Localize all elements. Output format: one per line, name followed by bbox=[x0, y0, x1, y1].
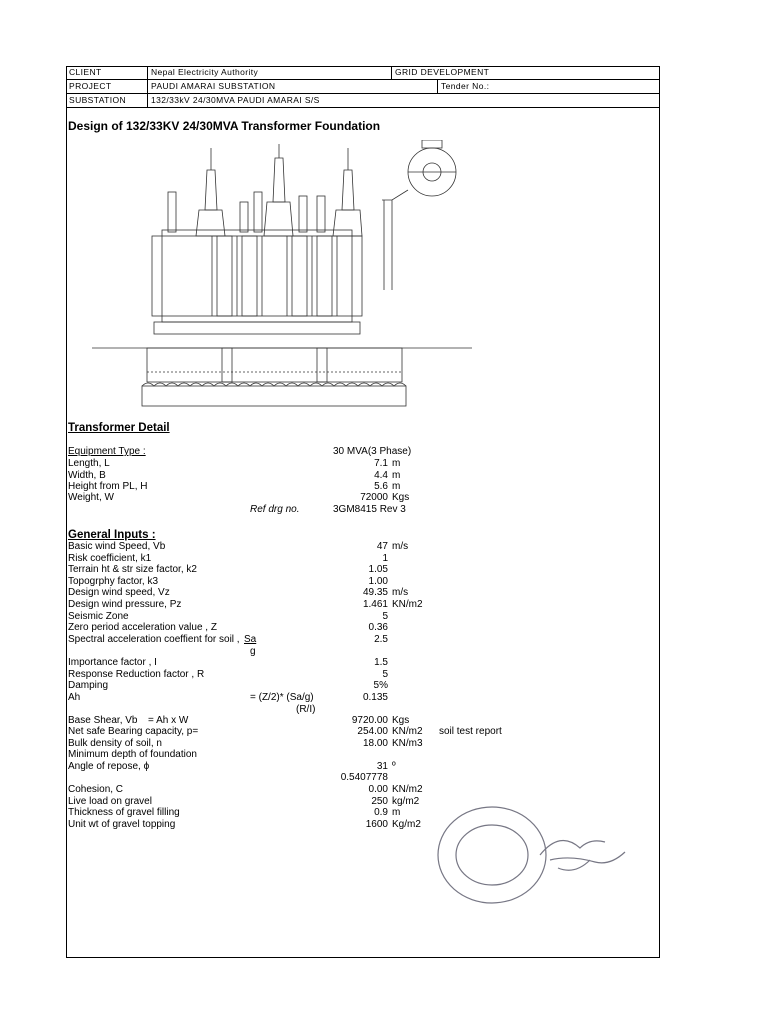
input-label: Design wind pressure, Pz bbox=[68, 599, 182, 610]
input-value: 31 bbox=[376, 760, 388, 772]
header-divider bbox=[147, 66, 148, 108]
base-shear-unit: Kgs bbox=[392, 715, 410, 726]
input-value: 0.36 bbox=[368, 622, 388, 634]
input-label: Damping bbox=[68, 680, 109, 692]
input-label: Cohesion, C bbox=[68, 784, 124, 795]
input-label: Terrain ht & str size factor, k2 bbox=[68, 564, 197, 576]
length-label: Length, L bbox=[68, 458, 110, 469]
input-value: 1600 bbox=[365, 818, 388, 830]
height-unit: m bbox=[392, 481, 401, 492]
soil-test-note: soil test report bbox=[439, 726, 502, 737]
width-value: 4.4 bbox=[374, 470, 388, 481]
input-label: Design wind speed, Vz bbox=[68, 587, 170, 599]
input-unit: m bbox=[392, 807, 401, 819]
transformer-drawing bbox=[92, 140, 472, 412]
header-divider bbox=[391, 66, 392, 80]
tender-no: Tender No.: bbox=[441, 81, 490, 91]
base-shear-label: Base Shear, Vb bbox=[68, 715, 138, 726]
project-label: PROJECT bbox=[69, 81, 112, 91]
input-label: Angle of repose, ϕ bbox=[68, 760, 150, 772]
ah-formula-text: = (Z/2)* (Sa/g) bbox=[250, 692, 314, 703]
weight-value: 72000 bbox=[360, 492, 388, 503]
input-value: 1.461 bbox=[362, 599, 388, 610]
input-label: Importance factor , I bbox=[68, 657, 157, 668]
input-label: Response Reduction factor , R bbox=[68, 668, 205, 680]
input-value: 0.00 bbox=[368, 784, 388, 795]
width-label: Width, B bbox=[68, 470, 106, 481]
ref-drawing-value: 3GM8415 Rev 3 bbox=[333, 504, 406, 515]
page-title: Design of 132/33KV 24/30MVA Transformer Foundation bbox=[68, 119, 381, 133]
equipment-type-value: 30 MVA(3 Phase) bbox=[333, 446, 412, 457]
sa-numerator: Sa bbox=[244, 634, 257, 645]
input-value: 5 bbox=[382, 610, 388, 622]
input-unit: KN/m3 bbox=[392, 737, 423, 749]
input-unit: m/s bbox=[392, 541, 409, 552]
input-value: 1.05 bbox=[368, 564, 388, 576]
input-label: Zero period acceleration value , Z bbox=[68, 622, 217, 634]
height-value: 5.6 bbox=[374, 481, 388, 492]
header-row-substation bbox=[66, 94, 660, 108]
input-unit: kg/m2 bbox=[392, 795, 420, 807]
client-value: Nepal Electricity Authority bbox=[151, 67, 259, 77]
base-shear-value: 9720.00 bbox=[351, 715, 388, 726]
height-label: Height from PL, H bbox=[68, 481, 148, 492]
input-value: 2.5 bbox=[374, 633, 388, 645]
input-value: 49.35 bbox=[362, 587, 388, 599]
weight-label: Weight, W bbox=[68, 492, 114, 503]
input-value: 18.00 bbox=[362, 737, 388, 749]
input-label: Thickness of gravel filling bbox=[68, 807, 180, 819]
client-label: CLIENT bbox=[69, 67, 102, 77]
substation-value: 132/33kV 24/30MVA PAUDI AMARAI S/S bbox=[151, 95, 320, 105]
header-row-project bbox=[66, 80, 660, 94]
general-inputs-heading: General Inputs : bbox=[68, 529, 156, 541]
input-value: 254.00 bbox=[357, 726, 388, 737]
input-label: Live load on gravel bbox=[68, 795, 152, 807]
equipment-type-label: Equipment Type : bbox=[68, 446, 146, 457]
input-label: Ah bbox=[68, 691, 81, 703]
transformer-detail-heading: Transformer Detail bbox=[68, 422, 170, 434]
input-unit: m/s bbox=[392, 587, 409, 599]
company-stamp bbox=[430, 800, 640, 910]
input-value: 47 bbox=[376, 541, 388, 552]
header-divider bbox=[437, 80, 438, 94]
input-label: Unit wt of gravel topping bbox=[68, 818, 176, 830]
input-unit: KN/m2 bbox=[392, 599, 423, 610]
base-shear-formula: = Ah x W bbox=[148, 715, 189, 726]
input-label: Seismic Zone bbox=[68, 610, 129, 622]
input-value: 0.135 bbox=[362, 691, 388, 703]
grid-development: GRID DEVELOPMENT bbox=[395, 67, 490, 77]
input-label: Minimum depth of foundation bbox=[68, 749, 197, 761]
input-unit: KN/m2 bbox=[392, 784, 423, 795]
input-value: 0.5407778 bbox=[340, 772, 388, 784]
ah-formula bbox=[250, 692, 314, 704]
input-label: Net safe Bearing capacity, p= bbox=[68, 726, 199, 737]
g-denominator: g bbox=[250, 646, 256, 657]
ah-denominator: (R/I) bbox=[296, 704, 316, 715]
input-value: 0.9 bbox=[374, 807, 388, 819]
substation-label: SUBSTATION bbox=[69, 95, 127, 105]
input-value: 5% bbox=[373, 680, 388, 692]
input-unit: º bbox=[392, 760, 396, 772]
input-value: 1 bbox=[382, 552, 388, 564]
input-unit: KN/m2 bbox=[392, 726, 423, 737]
input-value: 250 bbox=[371, 795, 388, 807]
weight-unit: Kgs bbox=[392, 492, 410, 503]
project-value: PAUDI AMARAI SUBSTATION bbox=[151, 81, 276, 91]
input-label: Spectral acceleration coeffient for soil , bbox=[68, 633, 240, 645]
input-value: 1.00 bbox=[368, 575, 388, 587]
length-value: 7.1 bbox=[374, 458, 388, 469]
width-unit: m bbox=[392, 470, 401, 481]
input-label: Bulk density of soil, n bbox=[68, 737, 162, 749]
input-label: Topogrphy factor, k3 bbox=[68, 575, 159, 587]
input-label: Risk coefficient, k1 bbox=[68, 552, 152, 564]
input-unit: Kg/m2 bbox=[392, 818, 421, 830]
input-value: 1.5 bbox=[374, 657, 388, 668]
input-label: Basic wind Speed, Vb bbox=[68, 541, 166, 552]
ref-drawing-label: Ref drg no. bbox=[250, 504, 300, 515]
input-value: 5 bbox=[382, 668, 388, 680]
header-row-client bbox=[66, 66, 660, 80]
length-unit: m bbox=[392, 458, 401, 469]
